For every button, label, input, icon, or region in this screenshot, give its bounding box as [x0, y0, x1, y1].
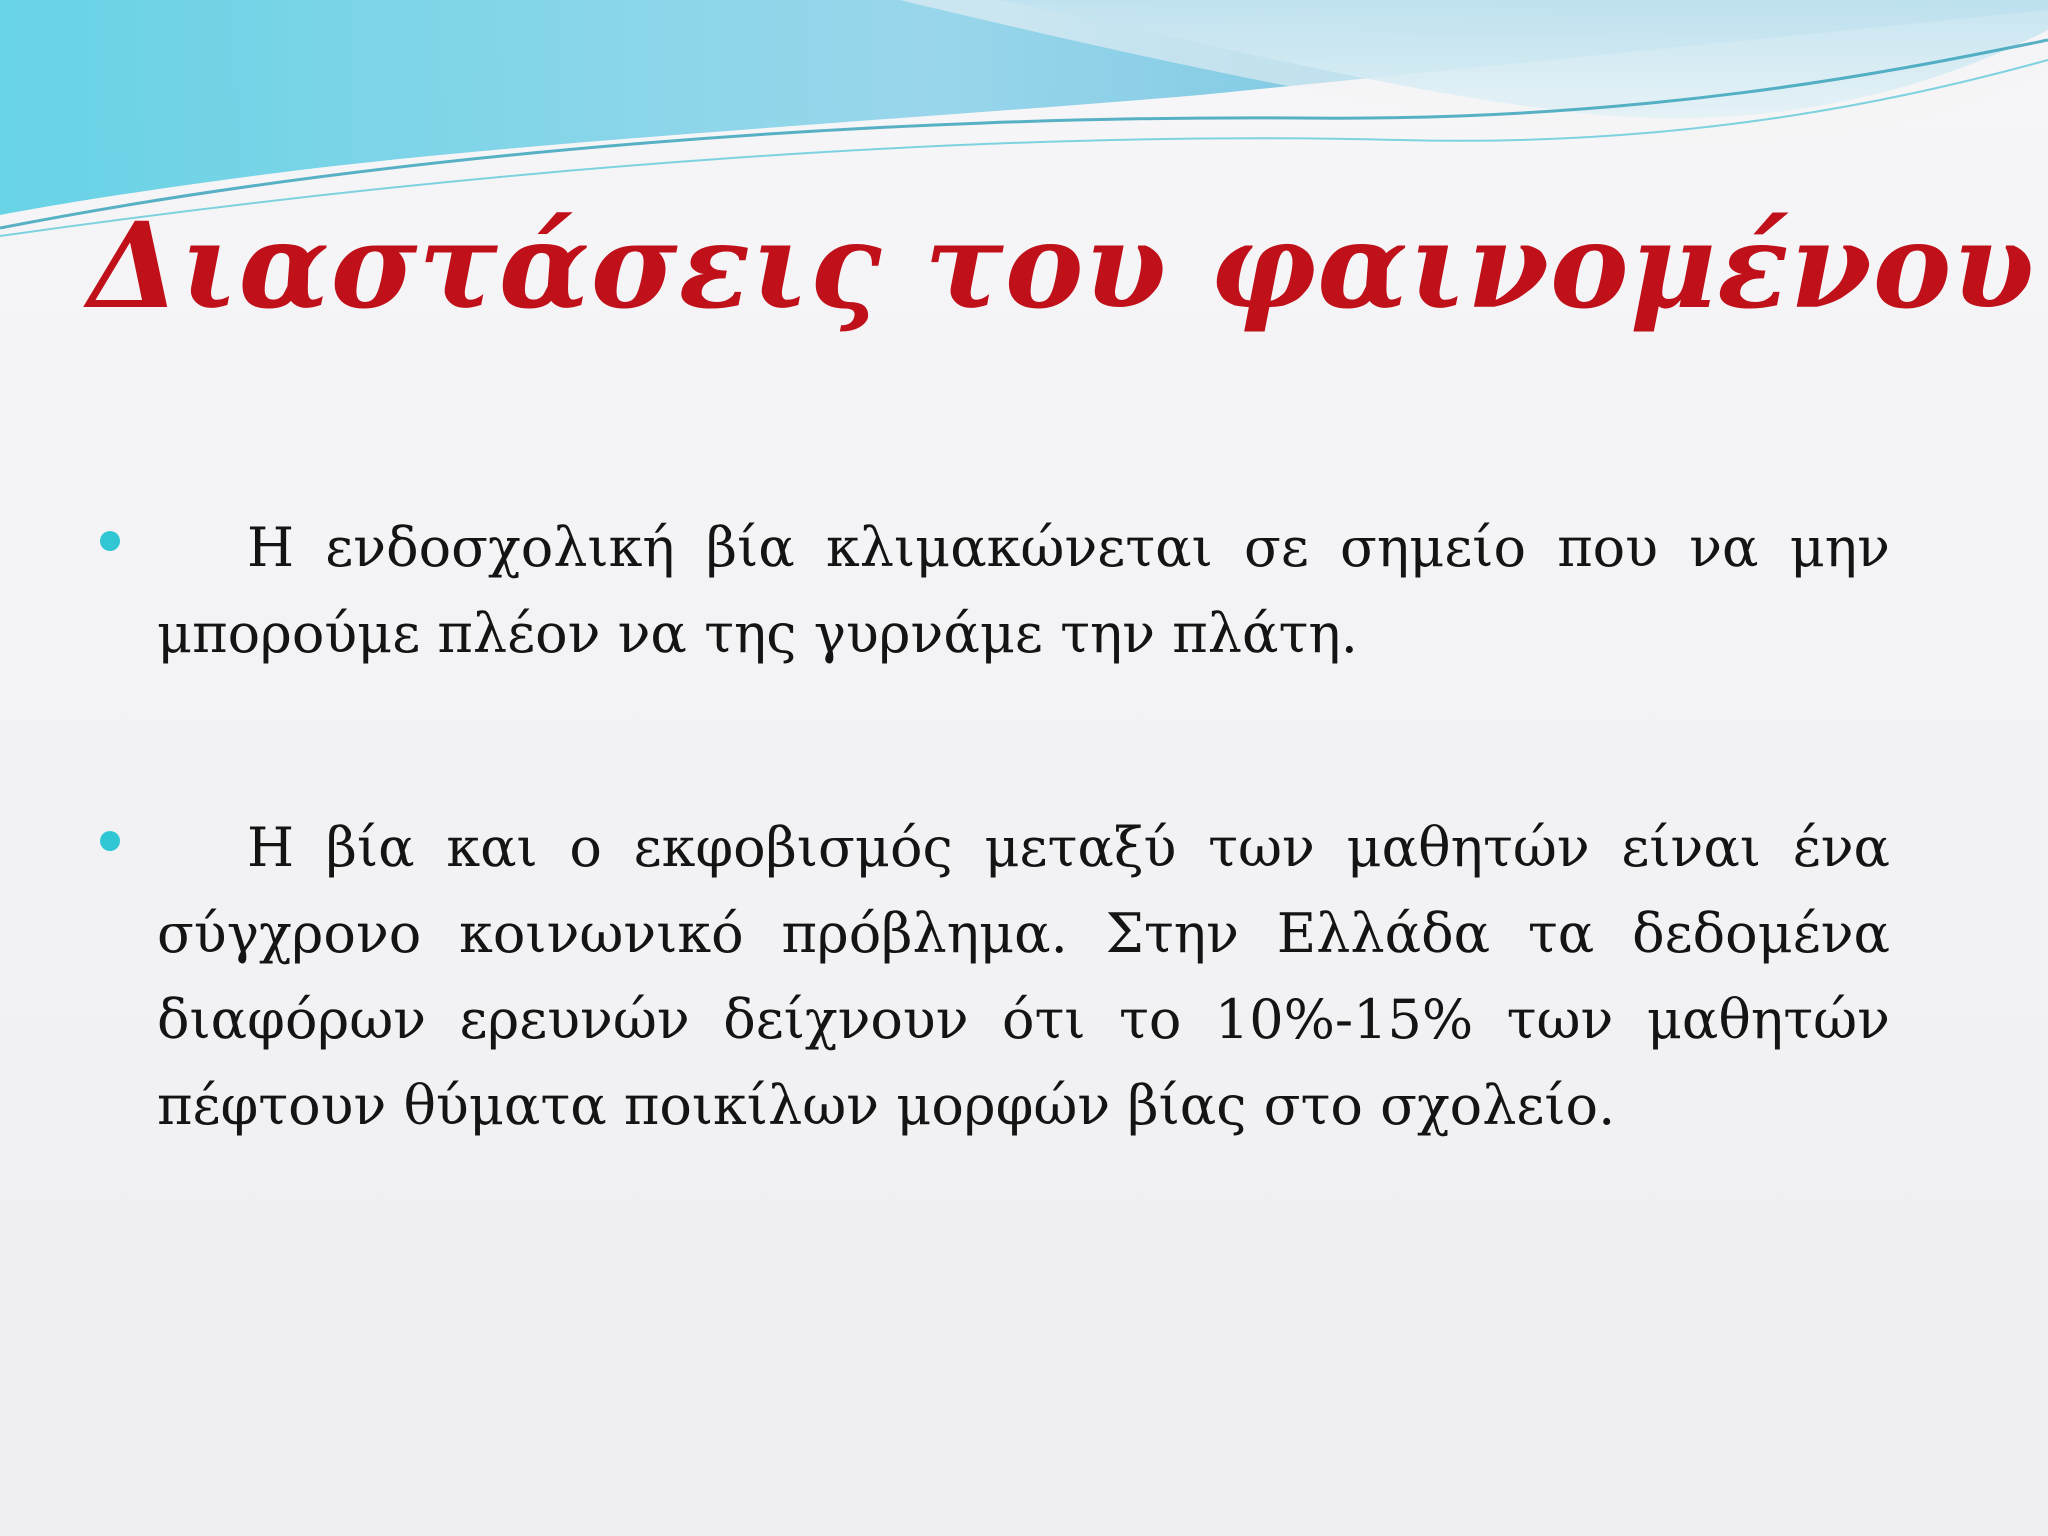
bullet-text: Η βία και ο εκφοβισμός μεταξύ των μαθητών είναι ένα σύγχρονο κοινωνικό πρόβλημα. Στην Ελλάδα τα δεδομένα διαφόρων ερευνών δείχνουν ότι το 10%-15% των μαθητών πέφτουν θύματα ποικίλων μορφών βίας στο σχολείο.	[157, 816, 1890, 1137]
bullet-dot-icon	[100, 531, 120, 551]
bullet-item	[100, 805, 1890, 1149]
bullet-dot-icon	[100, 831, 120, 851]
bullet-item	[100, 505, 1890, 677]
slide-title: Διαστάσεις του φαινομένου	[88, 196, 2036, 335]
bullet-text: Η ενδοσχολική βία κλιμακώνεται σε σημείο που να μην μπορούμε πλέον να της γυρνάμε την πλάτη.	[157, 516, 1890, 665]
